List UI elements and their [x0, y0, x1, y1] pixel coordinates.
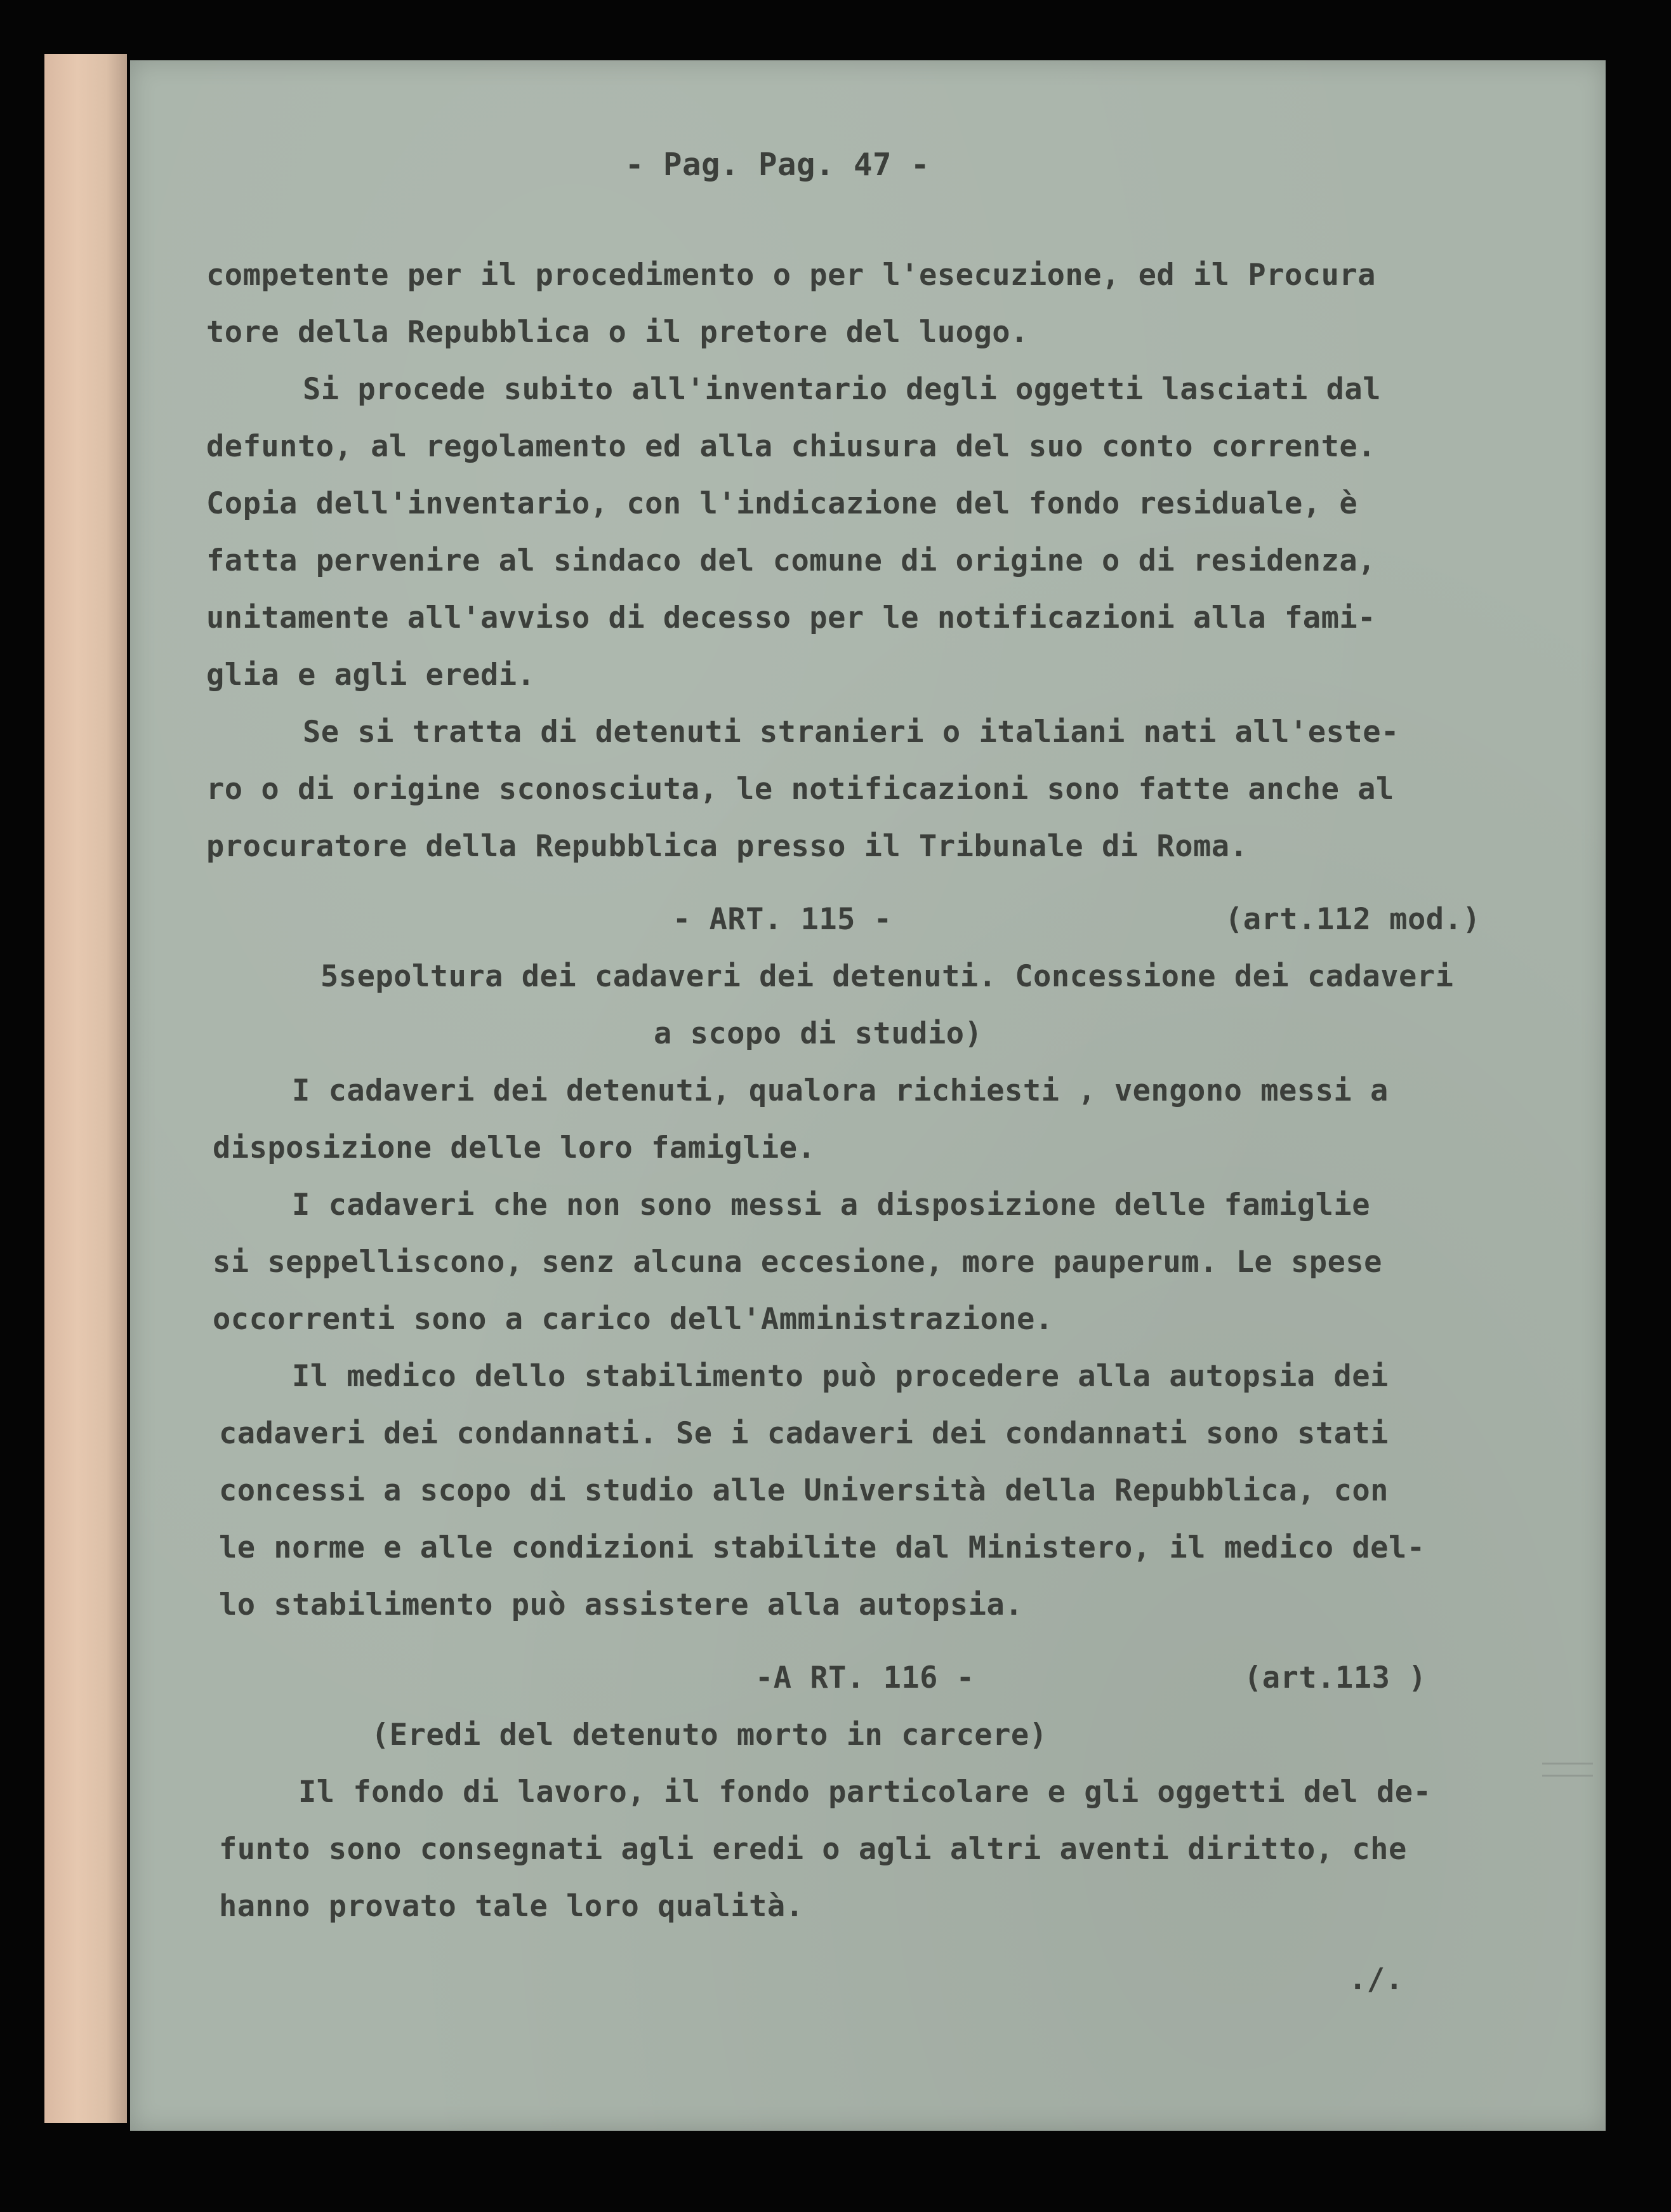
- text-line: Se si tratta di detenuti stranieri o italiani nati all'este-: [303, 715, 1399, 750]
- article-116-reference: (art.113 ): [1244, 1660, 1427, 1695]
- text-line: lo stabilimento può assistere alla autopsia.: [219, 1587, 1024, 1622]
- text-line: ro o di origine sconosciuta, le notificazioni sono fatte anche al: [206, 772, 1394, 807]
- text-line: Il medico dello stabilimento può procedere alla autopsia dei: [292, 1359, 1389, 1394]
- article-116-number: -A RT. 116 -: [755, 1660, 975, 1695]
- text-line: Copia dell'inventario, con l'indicazione del fondo residuale, è: [206, 486, 1358, 521]
- text-line: concessi a scopo di studio alle Università della Repubblica, con: [219, 1473, 1389, 1508]
- text-line: competente per il procedimento o per l'esecuzione, ed il Procura: [206, 258, 1376, 293]
- text-line: defunto, al regolamento ed alla chiusura del suo conto corrente.: [206, 429, 1376, 464]
- text-line: funto sono consegnati agli eredi o agli altri aventi diritto, che: [219, 1832, 1407, 1867]
- text-line: I cadaveri che non sono messi a disposizione delle famiglie: [292, 1188, 1370, 1222]
- text-line: I cadaveri dei detenuti, qualora richiesti , vengono messi a: [292, 1073, 1389, 1108]
- binding-edge: [44, 54, 127, 2123]
- text-line: hanno provato tale loro qualità.: [219, 1889, 804, 1924]
- text-line: tore della Repubblica o il pretore del luogo.: [206, 315, 1029, 350]
- article-115-reference: (art.112 mod.): [1225, 902, 1481, 937]
- text-line: disposizione delle loro famiglie.: [213, 1130, 816, 1165]
- text-line: fatta pervenire al sindaco del comune di origine o di residenza,: [206, 543, 1376, 578]
- paper-sheet: [130, 60, 1606, 2131]
- article-116-title: (Eredi del detenuto morto in carcere): [371, 1718, 1048, 1752]
- page-number: - Pag. Pag. 47 -: [625, 147, 930, 183]
- text-line: Il fondo di lavoro, il fondo particolare e gli oggetti del de-: [298, 1775, 1432, 1810]
- text-line: procuratore della Repubblica presso il Tribunale di Roma.: [206, 829, 1248, 864]
- margin-mark: [1542, 1763, 1593, 1777]
- article-115-title: 5sepoltura dei cadaveri dei detenuti. Concessione dei cadaveri: [320, 959, 1454, 994]
- text-line: cadaveri dei condannati. Se i cadaveri dei condannati sono stati: [219, 1416, 1389, 1451]
- typewritten-text: [130, 60, 1606, 2131]
- text-line: si seppelliscono, senz alcuna eccesione, more pauperum. Le spese: [213, 1245, 1382, 1280]
- text-line: glia e agli eredi.: [206, 658, 536, 692]
- article-115-number: - ART. 115 -: [673, 902, 892, 937]
- text-line: le norme e alle condizioni stabilite dal Ministero, il medico del-: [219, 1530, 1425, 1565]
- text-line: unitamente all'avviso di decesso per le notificazioni alla fami-: [206, 600, 1376, 635]
- continuation-mark: ./.: [1349, 1962, 1404, 1997]
- text-line: occorrenti sono a carico dell'Amministrazione.: [213, 1302, 1053, 1337]
- article-115-title: a scopo di studio): [654, 1016, 983, 1051]
- text-line: Si procede subito all'inventario degli oggetti lasciati dal: [303, 372, 1381, 407]
